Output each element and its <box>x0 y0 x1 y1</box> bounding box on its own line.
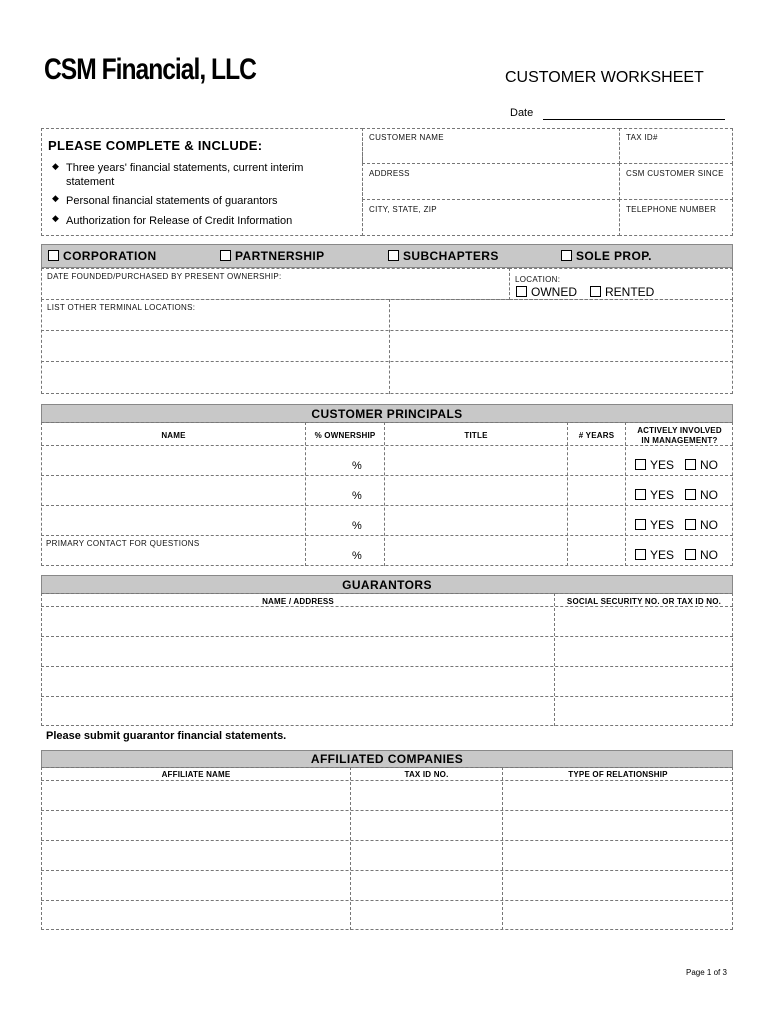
partnership-checkbox[interactable]: PARTNERSHIP <box>220 249 325 263</box>
address-field[interactable]: ADDRESS <box>362 163 620 200</box>
include-box <box>41 128 363 236</box>
location-field: LOCATION: OWNED RENTED <box>509 268 733 300</box>
affiliate-name-header: AFFILIATE NAME <box>161 770 231 779</box>
include-title: PLEASE COMPLETE & INCLUDE: <box>48 138 263 153</box>
guarantor-ssn-header: SOCIAL SECURITY NO. OR TAX ID NO. <box>566 597 722 606</box>
guarantors-table <box>41 593 733 726</box>
affiliate-tax-header: TAX ID NO. <box>404 770 449 779</box>
terminal-location-input[interactable] <box>42 362 388 393</box>
form-title: CUSTOMER WORKSHEET <box>505 69 704 86</box>
city-state-zip-field[interactable]: CITY, STATE, ZIP <box>362 199 620 236</box>
sole-prop-checkbox[interactable]: SOLE PROP. <box>561 249 652 263</box>
principals-title: CUSTOMER PRINCIPALS <box>41 404 733 423</box>
telephone-field[interactable]: TELEPHONE NUMBER <box>619 199 733 236</box>
col-ownership-header: % OWNERSHIP <box>314 431 376 440</box>
no-checkbox[interactable]: NO <box>685 548 718 562</box>
col-title-header: TITLE <box>464 431 488 440</box>
rented-checkbox[interactable]: RENTED <box>590 285 654 299</box>
guarantor-note: Please submit guarantor financial statements. <box>46 730 287 742</box>
col-name-header: NAME <box>161 431 186 440</box>
company-logo: CSM Financial, LLC <box>44 53 256 86</box>
subchapters-checkbox[interactable]: SUBCHAPTERS <box>388 249 499 263</box>
terminal-location-input[interactable] <box>390 331 732 360</box>
col-active-header: ACTIVELY INVOLVED IN MANAGEMENT? <box>637 426 722 445</box>
guarantor-name-header: NAME / ADDRESS <box>262 597 334 606</box>
owned-checkbox[interactable]: OWNED <box>516 285 577 299</box>
tax-id-field[interactable]: TAX ID# <box>619 128 733 164</box>
yes-checkbox[interactable]: YES <box>635 458 674 472</box>
date-founded-field[interactable]: DATE FOUNDED/PURCHASED BY PRESENT OWNERSHIP: <box>41 268 510 300</box>
percent-sign: % <box>352 490 362 502</box>
include-item: ◆ Authorization for Release of Credit Information <box>52 213 293 227</box>
corporation-checkbox[interactable]: CORPORATION <box>48 249 157 263</box>
include-item: ◆ Three years' financial statements, current interim statement <box>52 161 304 188</box>
affiliated-title: AFFILIATED COMPANIES <box>41 750 733 768</box>
no-checkbox[interactable]: NO <box>685 488 718 502</box>
include-item: ◆ Personal financial statements of guarantors <box>52 193 278 207</box>
yes-checkbox[interactable]: YES <box>635 488 674 502</box>
guarantors-title: GUARANTORS <box>41 575 733 594</box>
terminal-location-input[interactable] <box>390 362 732 393</box>
date-field[interactable] <box>543 108 725 120</box>
no-checkbox[interactable]: NO <box>685 458 718 472</box>
customer-name-field[interactable]: CUSTOMER NAME <box>362 128 620 164</box>
col-years-header: # YEARS <box>578 431 615 440</box>
terminal-locations: LIST OTHER TERMINAL LOCATIONS: <box>41 299 733 394</box>
date-label: Date <box>510 107 534 119</box>
percent-sign: % <box>352 460 362 472</box>
primary-contact-label: PRIMARY CONTACT FOR QUESTIONS <box>46 539 200 548</box>
affiliated-table <box>41 767 733 930</box>
affiliate-type-header: TYPE OF RELATIONSHIP <box>568 770 668 779</box>
no-checkbox[interactable]: NO <box>685 518 718 532</box>
yes-checkbox[interactable]: YES <box>635 548 674 562</box>
yes-checkbox[interactable]: YES <box>635 518 674 532</box>
page-number: Page 1 of 3 <box>686 968 727 977</box>
terminal-location-input[interactable] <box>42 331 388 360</box>
percent-sign: % <box>352 550 362 562</box>
percent-sign: % <box>352 520 362 532</box>
customer-since-field[interactable]: CSM CUSTOMER SINCE <box>619 163 733 200</box>
entity-type-bar <box>41 244 733 268</box>
